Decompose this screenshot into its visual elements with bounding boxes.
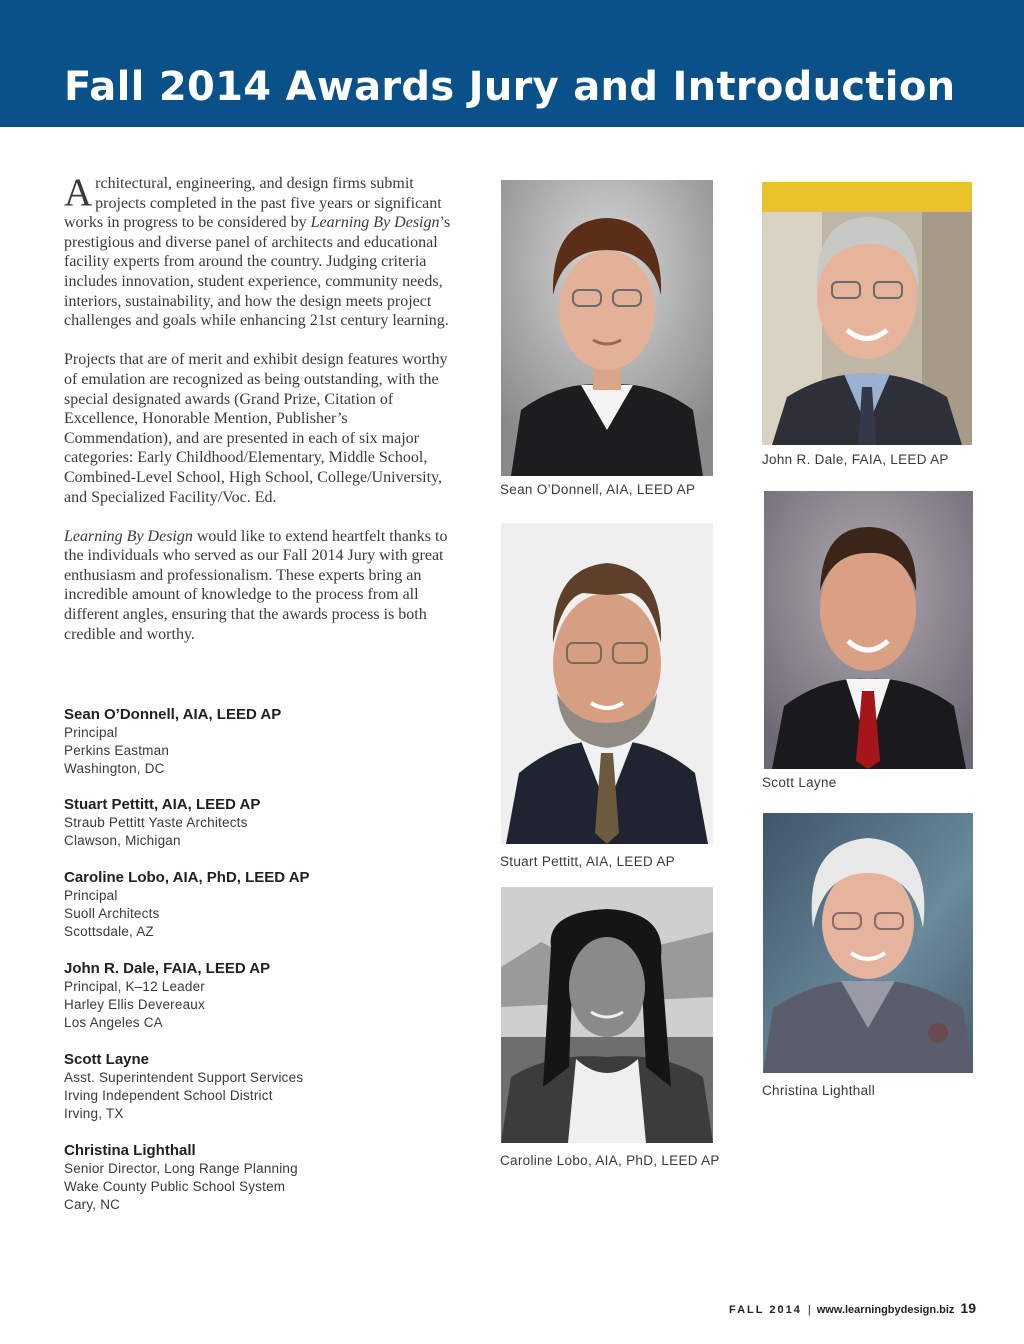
jury-detail: Principal	[64, 888, 118, 903]
jury-detail: Straub Pettitt Yaste Architects	[64, 815, 248, 830]
footer-issue: FALL 2014	[729, 1304, 802, 1316]
jury-detail: Wake County Public School System	[64, 1179, 286, 1194]
jury-detail: Harley Ellis Devereaux	[64, 997, 205, 1012]
publication-name: Learning By Design	[310, 214, 440, 232]
jury-name: Caroline Lobo, AIA, PhD, LEED AP	[64, 869, 310, 886]
jury-detail: Los Angeles CA	[64, 1015, 163, 1030]
page-number: 19	[960, 1300, 976, 1316]
page-title: Fall 2014 Awards Jury and Introduction	[64, 64, 956, 110]
portrait-photo-stuart	[501, 523, 713, 844]
publication-name: Learning By Design	[64, 527, 193, 545]
jury-detail: Asst. Superintendent Support Services	[64, 1070, 304, 1085]
jury-detail: Clawson, Michigan	[64, 833, 181, 848]
drop-cap: A	[64, 171, 93, 214]
photo-caption-stuart: Stuart Pettitt, AIA, LEED AP	[500, 854, 675, 869]
jury-name: Christina Lighthall	[64, 1142, 196, 1159]
jury-entry-stuart	[64, 796, 464, 850]
intro-paragraph-3	[64, 527, 456, 645]
jury-entry-christina	[64, 1142, 464, 1214]
intro-paragraph-1	[64, 171, 456, 331]
jury-name: Sean O’Donnell, AIA, LEED AP	[64, 706, 282, 723]
jury-detail: Principal	[64, 725, 118, 740]
jury-entry-scott	[64, 1051, 464, 1123]
jury-name: John R. Dale, FAIA, LEED AP	[64, 960, 271, 977]
photo-caption-sean: Sean O’Donnell, AIA, LEED AP	[500, 482, 696, 497]
jury-entry-caroline	[64, 869, 464, 941]
photo-caption-john: John R. Dale, FAIA, LEED AP	[762, 452, 949, 467]
page-footer	[729, 1300, 976, 1316]
jury-detail: Scottsdale, AZ	[64, 924, 154, 939]
portrait-photo-christina	[763, 813, 973, 1073]
intro-p1-text: rchitectural, engineering, and design firms submit projects completed in the past five years or significant works in progress to be considered by	[64, 175, 442, 232]
jury-detail: Perkins Eastman	[64, 743, 170, 758]
jury-detail: Suoll Architects	[64, 906, 160, 921]
portrait-photo-scott	[764, 491, 973, 769]
jury-entry-sean	[64, 706, 464, 778]
portrait-photo-john	[762, 182, 972, 445]
jury-detail: Washington, DC	[64, 761, 165, 776]
footer-separator: |	[807, 1304, 811, 1316]
jury-detail: Principal, K–12 Leader	[64, 979, 205, 994]
photo-caption-christina: Christina Lighthall	[762, 1083, 876, 1098]
jury-entry-john	[64, 960, 464, 1032]
jury-name: Stuart Pettitt, AIA, LEED AP	[64, 796, 261, 813]
intro-p1-tail: ’s prestigious and diverse panel of architects and educational facility experts from around the country. Judging criteria includes innovation, student experience, community needs, interiors, sustainability, and how the design meets project challenges and goals while enhancing 21st century learning.	[64, 214, 451, 330]
intro-p3-text: would like to extend heartfelt thanks to the individuals who served as our Fall 2014 Jury with great enthusiasm and professionalism. These experts bring an incredible amount of knowledge to the process from all different angles, ensuring that the awards process is both credible and worthy.	[64, 527, 448, 643]
jury-detail: Cary, NC	[64, 1197, 121, 1212]
jury-detail: Irving Independent School District	[64, 1088, 273, 1103]
portrait-photo-caroline	[501, 887, 713, 1143]
intro-text	[64, 171, 456, 664]
jury-detail: Irving, TX	[64, 1106, 124, 1121]
jury-detail: Senior Director, Long Range Planning	[64, 1161, 298, 1176]
jury-name: Scott Layne	[64, 1051, 150, 1068]
photo-caption-caroline: Caroline Lobo, AIA, PhD, LEED AP	[500, 1153, 720, 1168]
footer-website: www.learningbydesign.biz	[816, 1304, 955, 1316]
intro-paragraph-2: Projects that are of merit and exhibit design features worthy of emulation are recognized as being outstanding, with the special designated awards (Grand Prize, Citation of Excellence, Honorable Mention, Publisher’s Commendation), and are presented in each of six major categories: Early Childhood/Elementary, Middle School, Combined-Level School, High School, College/University, and Specialized Facility/Voc. Ed.	[64, 351, 448, 506]
portrait-photo-sean	[501, 180, 713, 476]
photo-caption-scott: Scott Layne	[762, 775, 837, 790]
